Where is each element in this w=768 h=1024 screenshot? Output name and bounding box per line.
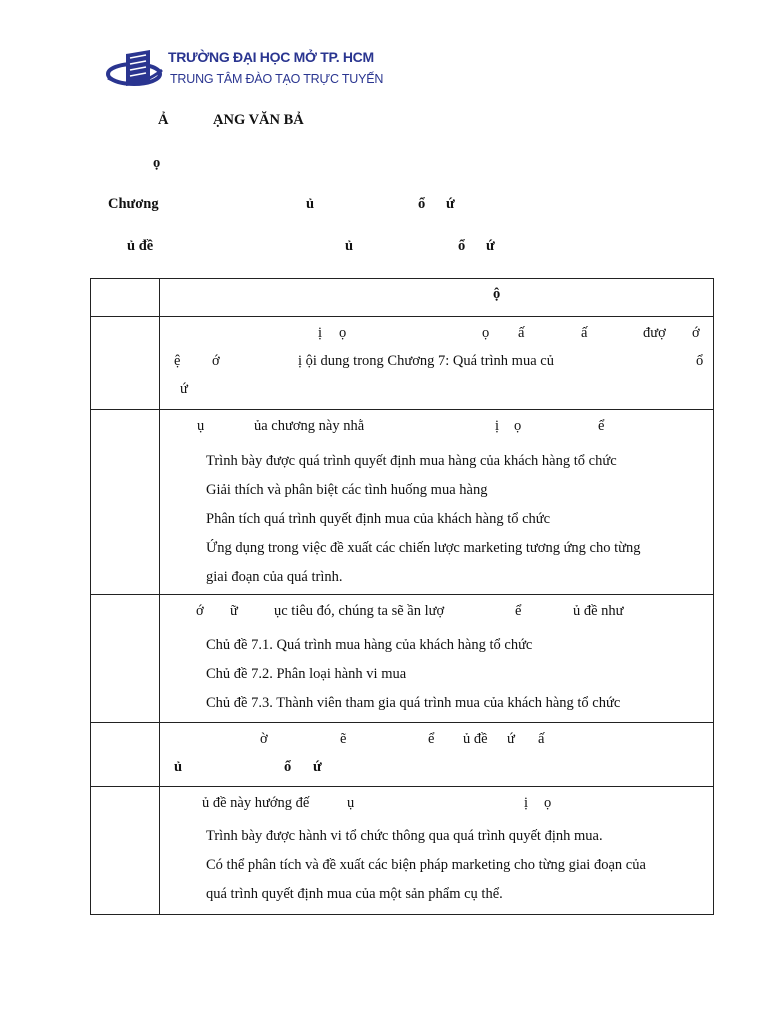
- header-text: ộ: [493, 286, 501, 302]
- header-cell-left: [91, 279, 160, 317]
- objective-item: Phân tích quá trình quyết định mua của khách hàng tổ chức: [206, 511, 551, 527]
- objective-item: Trình bày được quá trình quyết định mua hàng của khách hàng tổ chức: [206, 453, 617, 469]
- logo-university-name: TRƯỜNG ĐẠI HỌC MỞ TP. HCM: [168, 49, 374, 65]
- logo-center-name: TRUNG TÂM ĐÀO TẠO TRỰC TUYẾN: [170, 72, 384, 86]
- objective-item: Giải thích và phân biệt các tình huống mua hàng: [206, 482, 488, 498]
- goal-cell: ủ đề này hướng đế ụ ị ọ Trình bày được hành vi tổ chức thông qua quá trình quyết định mua. Có thể phân tích và đề xuất các biện pháp marketing cho từng giai đoạn của quá trình quyết định mua của một sản phẩm cụ thể.: [160, 787, 714, 915]
- topic-frag-3: ứ: [486, 238, 495, 254]
- topics-cell: ớ ữ ục tiêu đó, chúng ta sẽ ần lượ ể ủ đề như Chủ đề 7.1. Quá trình mua hàng của khách hàng tổ chức Chủ đề 7.2. Phân loại hành vi mua Chủ đề 7.3. Thành viên tham gia quá trình mua của khách hàng tổ chức: [160, 595, 714, 723]
- doc-title-part-2: ẠNG VĂN BẢ: [213, 112, 304, 128]
- topic-item: Chủ đề 7.1. Quá trình mua hàng của khách hàng tổ chức: [206, 637, 533, 653]
- doc-subtitle: ọ: [153, 155, 161, 171]
- goal-item: quá trình quyết định mua của một sản phẩm cụ thể.: [206, 886, 503, 902]
- table-header-row: [91, 279, 714, 317]
- topics-row: [91, 595, 714, 723]
- logo-emblem-icon: [106, 48, 166, 92]
- objective-item: Ứng dụng trong việc đề xuất các chiến lược marketing tương ứng cho từng: [206, 540, 641, 556]
- chapter-frag-3: ứ: [446, 196, 455, 212]
- topic-label: ủ đề: [127, 238, 154, 254]
- topic-item: Chủ đề 7.3. Thành viên tham gia quá trình mua của khách hàng tổ chức: [206, 695, 621, 711]
- transition-row: [91, 723, 714, 787]
- university-logo: [106, 46, 384, 94]
- objectives-cell: ụ ủa chương này nhằ ị ọ ể Trình bày được quá trình quyết định mua hàng của khách hàng tổ chức Giải thích và phân biệt các tình huống mua hàng Phân tích quá trình quyết định mua của khách hàng tổ chức Ứng dụng trong việc đề xuất các chiến lược marketing tương ứng cho từng giai đoạn của quá trình.: [160, 410, 714, 595]
- goal-item: Trình bày được hành vi tổ chức thông qua quá trình quyết định mua.: [206, 828, 603, 844]
- doc-title-part-1: Ả: [158, 112, 169, 128]
- topic-frag-2: ổ: [458, 238, 466, 254]
- chapter-frag-1: ủ: [306, 196, 315, 212]
- intro-row: [91, 317, 714, 410]
- header-cell-right: [160, 279, 714, 317]
- goal-item: Có thể phân tích và đề xuất các biện pháp marketing cho từng giai đoạn của: [206, 857, 646, 873]
- transition-cell: ờ ẽ ể ủ đề ứ ấ ủ ổ ứ: [160, 723, 714, 787]
- topic-item: Chủ đề 7.2. Phân loại hành vi mua: [206, 666, 407, 682]
- objective-item: giai đoạn của quá trình.: [206, 569, 343, 585]
- chapter-label: Chương: [108, 196, 159, 212]
- chapter-frag-2: ổ: [418, 196, 426, 212]
- content-table: [90, 278, 714, 915]
- objectives-row: [91, 410, 714, 595]
- topic-frag-1: ủ: [345, 238, 354, 254]
- intro-cell: ị ọ ọ ấ ấ đượ ớ ệ ớ ị ội dung trong Chương 7: Quá trình mua củ ổ ứ: [160, 317, 714, 410]
- goal-row: [91, 787, 714, 915]
